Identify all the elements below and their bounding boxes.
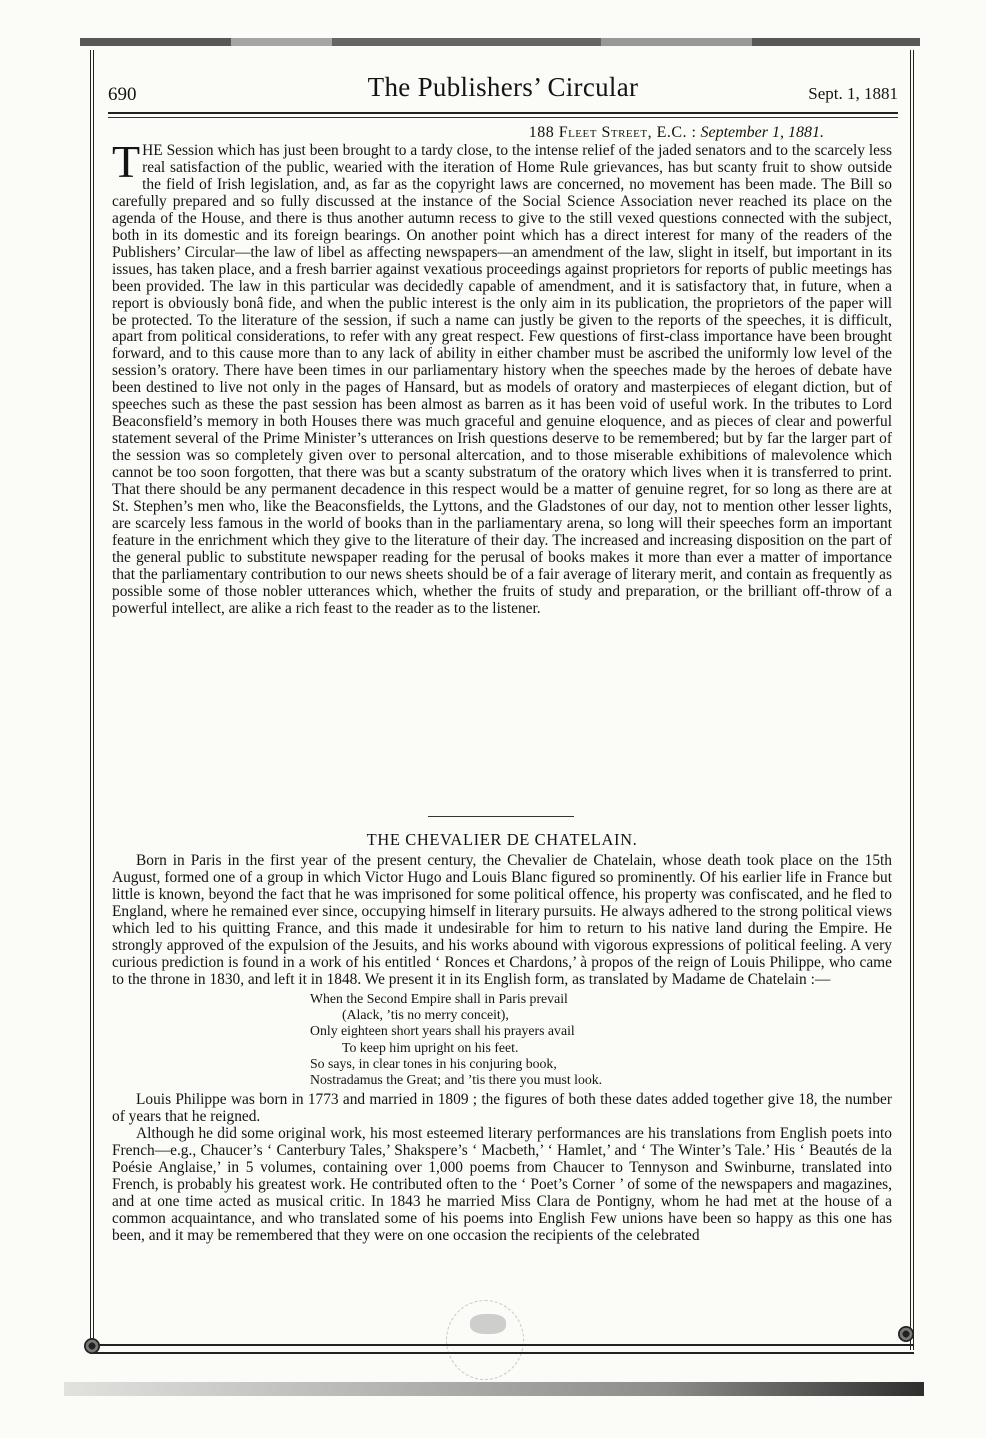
page-header [108,72,898,106]
scan-edge-bottom [64,1382,924,1396]
poem-line: (Alack, ’tis no merry conceit), [342,1006,509,1022]
obituary-paragraph-2: Louis Philippe was born in 1773 and married in 1809 ; the figures of both these dates added together give 18, the number of years that he reigned. [112,1091,892,1126]
poem-line: To keep him upright on his feet. [342,1039,519,1055]
issue-date: Sept. 1, 1881 [808,84,898,103]
header-rule-thick [108,112,898,114]
poem-line: So says, in clear tones in his conjuring book, [310,1055,557,1071]
leader-text: Session which has just been brought to a tardy close, to the intense relief of the jaded senators and to the scarcely less real satisfaction of the public, wearied with the iteration of Home Rule grievances, has but scanty fruit to show outside the field of Irish legislation, and, as far as the copyright laws are concerned, no movement has been made. The Bill so carefully prepared and so fully discussed at the instance of the Social Science Association never reached its place on the agenda of the House, and there is thus another autumn recess to give to the still vexed questions connected with the subject, both in its domestic and its foreign bearings. On another point which has a direct interest for many of the readers of the Publishers’ Circular—the law of libel as affecting newspapers—an amendment of the law, slight in itself, but important in its issues, has taken place, and a fresh barrier against vexatious proceedings against proprietors for reports of public meetings has been provided. The law in this particular was decidedly capable of amendment, and it is satisfactory that, in future, when a report is obviously bonâ fide, and when the public interest is the only aim in its publication, the proprietors of the paper will be protected. To the literature of the session, if such a name can justly be given to the reports of the speeches, it is difficult, apart from political considerations, to refer with any great respect. Few questions of first-class importance have been brought forward, and to this cause more than to any lack of ability in either chamber must be ascribed the uniformly low level of the session’s oratory. There have been times in our parliamentary history when the speeches made by the heroes of debate have been destined to live not only in the pages of Hansard, but as models of oratory and masterpieces of elegant diction, but of speeches such as these the past session has been almost as barren as it has been void of useful work. In the tributes to Lord Beaconsfield’s memory in both Houses there was much graceful and genuine eloquence, and as pieces of clear and powerful statement several of the Prime Minister’s utterances on Irish questions deserve to be remembered; but by far the larger part of the session was so completely given over to personal altercation, and to those miserable exhibitions of malevolence which cannot be too soon forgotten, that there was but a scanty substratum of the oratory which lives when it is transferred to print. That there should be any permanent decadence in this respect would be a matter of genuine regret, for so long as there are at St. Stephen’s men who, like the Beaconsfields, the Lyttons, and the Gladstones of our day, not to mention other lesser lights, are scarcely less famous in the world of books than in the parliamentary arena, so long will their speeches form an important feature in the enrichment which they give to the literature of their day. The increased and increasing disposition on the part of the general public to substitute newspaper reading for the perusal of books makes it more than ever a matter of importance that the parliamentary contribution to our news sheets should be of a fair average of literary merit, and contain as frequently as possible some of those nobler utterances which, whether the fruits of study and preparation, or the brilliant off-throw of a powerful intellect, are alike a rich feast to the reader as to the listener. [112,142,892,617]
scan-edge-top [80,38,920,46]
library-stamp [446,1300,524,1380]
ink-smudge [470,1314,506,1334]
section-divider [428,816,574,817]
corner-ornament-right [898,1326,914,1342]
leader-article [112,123,892,618]
dateline [112,123,892,143]
header-rule-thin [108,117,898,118]
corner-ornament-left [84,1338,100,1354]
obituary-paragraph-1: Born in Paris in the first year of the present century, the Chevalier de Chatelain, whose death took place on the 15th August, formed one of a group in which Victor Hugo and Louis Blanc figured so prominently. Of his earlier life in France but little is known, beyond the fact that he was imprisoned for some political offence, his property was confiscated, and he fled to England, where he remained ever since, occupying himself in literary pursuits. He always adhered to the strong political views which led to his quitting France, and this made it undesirable for him to return to his native land during the Empire. He strongly approved of the expulsion of the Jesuits, and his works abound with vigorous expressions of political feeling. A very curious prediction is found in a work of his entitled ‘ Ronces et Chardons,’ à propos of the reign of Louis Philippe, who came to the throne in 1830, and left it in 1848. We present it in its English form, as translated by Madame de Chatelain :— [112,852,892,988]
dateline-date: September 1, 1881. [700,124,824,141]
first-word-rest: HE [142,142,163,159]
dateline-place: 188 Fleet Street, E.C. : [528,124,697,141]
obituary-paragraph-3: Although he did some original work, his most esteemed literary performances are his translations from English poets into French—e.g., Chaucer’s ‘ Canterbury Tales,’ Shakspere’s ‘ Macbeth,’ ‘ Hamlet,’ and ‘ The Winter’s Tale.’ His ‘ Beautés de la Poésie Anglaise,’ in 5 volumes, containing over 1,000 poems from Chaucer to Tennyson and Swinburne, translated into French, is probably his greatest work. He contributed often to the ‘ Poet’s Corner ’ of some of the newspapers and magazines, and at one time acted as musical critic. In 1843 he married Miss Clara de Pontigny, whom he had met at the house of a common acquaintance, and who translated some of his poems into English Few unions have been so happy as this one has been, and it may be remembered that they were on one occasion the recipients of the celebrated [112,1125,892,1245]
page-number: 690 [108,84,137,105]
drop-cap: T [112,136,141,187]
prediction-poem [310,991,892,1089]
poem-line: Nostradamus the Great; and ’tis there you must look. [310,1072,603,1088]
obituary-article [112,853,892,1245]
running-title: The Publishers’ Circular [367,72,639,102]
poem-line: When the Second Empire shall in Paris prevail [310,990,568,1006]
poem-line: Only eighteen short years shall his prayers avail [310,1023,575,1039]
article-title: THE CHEVALIER DE CHATELAIN. [366,830,638,849]
leader-paragraph [112,136,892,618]
